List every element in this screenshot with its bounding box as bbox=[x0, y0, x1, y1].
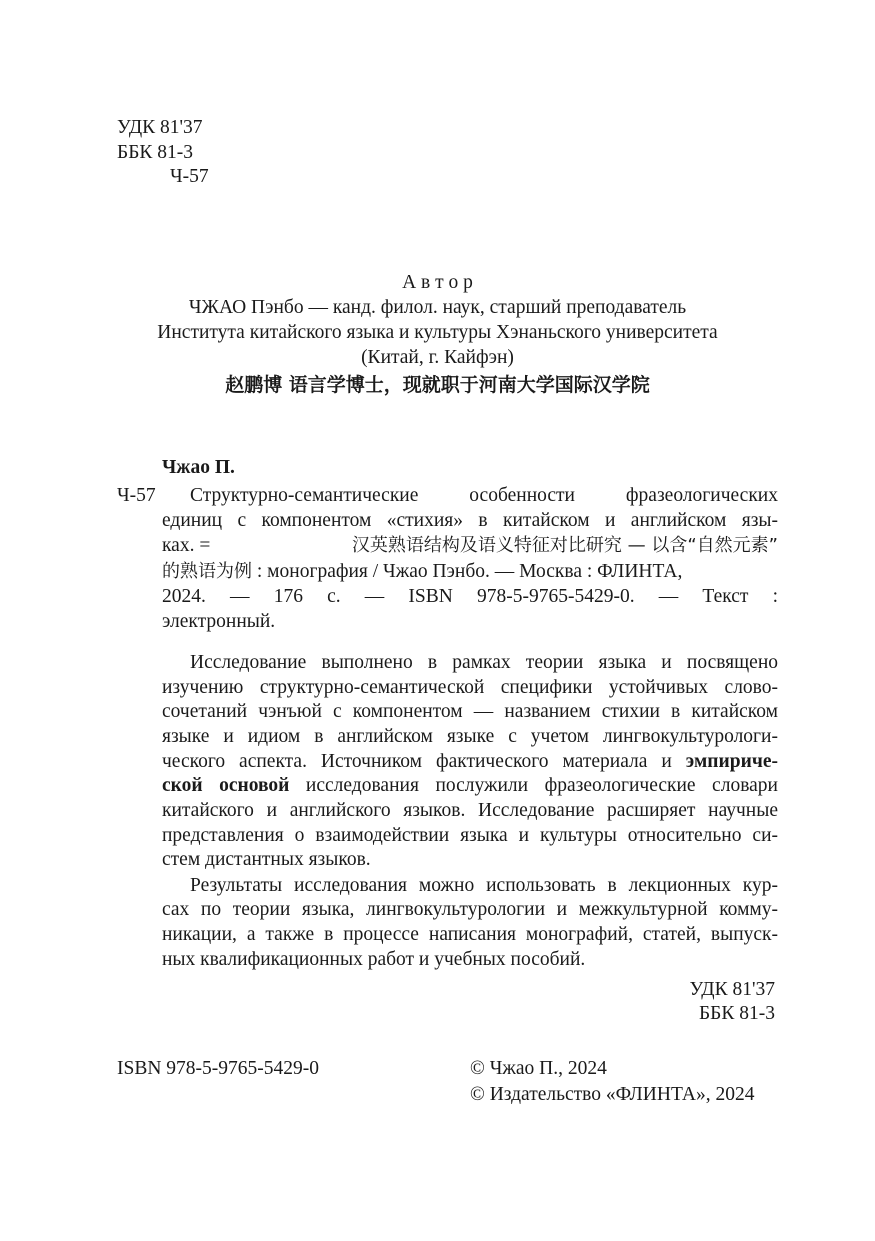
author-chinese: 赵鹏博 语言学博士，现就职于河南大学国际汉学院 bbox=[225, 374, 650, 396]
copyright-author: © Чжао П., 2024 bbox=[470, 1058, 607, 1079]
abstract-line: изучению структурно-семантической специфики устойчивых слово- bbox=[162, 677, 778, 698]
author-line: ЧЖАО Пэнбо — канд. филол. наук, старший преподаватель bbox=[188, 297, 687, 318]
bbk-code: ББК 81-3 bbox=[117, 142, 194, 163]
record-text: : монография / Чжао Пэнбо. — Москва : ФЛИНТА, bbox=[252, 561, 683, 582]
author-line: (Китай, г. Кайфэн) bbox=[361, 347, 514, 368]
abstract-line bbox=[162, 774, 778, 798]
abstract-line: ных квалификационных работ и учебных пособий. bbox=[162, 949, 586, 970]
udk-code: УДК 81'37 bbox=[117, 117, 203, 138]
abstract-emphasis: эмпириче- bbox=[685, 751, 778, 772]
abstract-text: ческого аспекта. Источником фактического материала и bbox=[162, 751, 686, 772]
abstract-line: китайского и английского языков. Исследование расширяет научные bbox=[162, 800, 778, 821]
record-chinese-title: 的熟语为例 bbox=[162, 561, 252, 582]
record-line: Структурно-семантические особенности фразеологических bbox=[190, 485, 778, 506]
abstract-line bbox=[162, 750, 778, 774]
abstract-line: языке и идиом в английском языке с учетом лингвокультурологи- bbox=[162, 726, 778, 747]
abstract-text: исследования послужили фразеологические словари bbox=[289, 775, 778, 796]
abstract-line: никации, а также в процессе написания монографий, статей, выпуск- bbox=[162, 924, 778, 945]
isbn: ISBN 978-5-9765-5429-0 bbox=[117, 1058, 320, 1079]
record-line: единиц с компонентом «стихия» в китайском и английском язы- bbox=[162, 510, 778, 531]
classification-udk: УДК 81'37 bbox=[689, 979, 775, 1000]
copyright-publisher: © Издательство «ФЛИНТА», 2024 bbox=[470, 1084, 755, 1105]
author-mark: Ч-57 bbox=[170, 166, 209, 187]
record-line bbox=[162, 560, 682, 584]
abstract-line: сочетаний чэнъюй с компонентом — названием стихии в китайском bbox=[162, 701, 778, 722]
record-chinese-title: 汉英熟语结构及语义特征对比研究 — 以含“自然元素” bbox=[351, 535, 778, 556]
abstract-line: Результаты исследования можно использовать в лекционных кур- bbox=[190, 875, 778, 896]
author-line: Института китайского языка и культуры Хэнаньского университета bbox=[157, 322, 718, 343]
abstract-line: Исследование выполнено в рамках теории языка и посвящено bbox=[190, 652, 778, 673]
author-heading: А в т о р bbox=[402, 272, 473, 293]
abstract-line: сах по теории языка, лингвокультурологии и межкультурной комму- bbox=[162, 899, 778, 920]
record-author: Чжао П. bbox=[162, 457, 235, 478]
abstract-line: стем дистантных языков. bbox=[162, 849, 371, 870]
record-text: ках. = bbox=[162, 535, 211, 556]
record-line: 2024. — 176 с. — ISBN 978-5-9765-5429-0. — Текст : bbox=[162, 586, 778, 607]
record-mark: Ч-57 bbox=[117, 485, 156, 506]
record-line: электронный. bbox=[162, 611, 276, 632]
record-line bbox=[162, 534, 778, 558]
abstract-emphasis: ской основой bbox=[162, 775, 290, 796]
abstract-line: представления о взаимодействии языка и культуры относительно си- bbox=[162, 825, 778, 846]
classification-bbk: ББК 81-3 bbox=[698, 1003, 775, 1024]
